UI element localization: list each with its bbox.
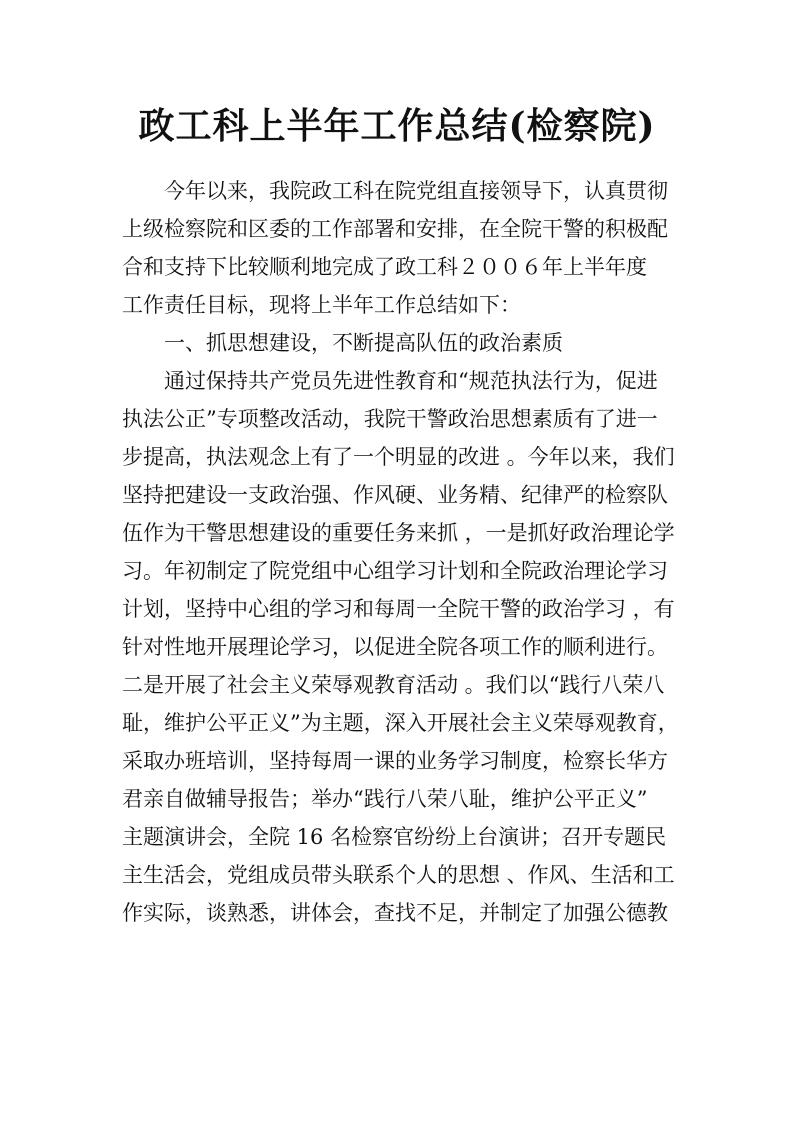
- paragraph-line: 执法公正”专项整改活动，我院干警政治思想素质有了进一: [122, 407, 658, 431]
- document-title: 政工科上半年工作总结(检察院): [138, 105, 656, 147]
- paragraph-line: 伍作为干警思想建设的重要任务来抓 ，一是抓好政治理论学: [122, 521, 675, 545]
- paragraph-line: 习。年初制定了院党组中心组学习计划和全院政治理论学习: [122, 559, 668, 583]
- paragraph-line: 今年以来，我院政工科在院党组直接领导下，认真贯彻: [164, 179, 668, 203]
- paragraph-line: 计划，坚持中心组的学习和每周一全院干警的政治学习 ，有: [122, 597, 675, 621]
- paragraph-line: 通过保持共产党员先进性教育和“规范执法行为，促进: [164, 369, 658, 393]
- paragraph-line: 坚持把建设一支政治强、作风硬、业务精、纪律严的检察队: [122, 483, 668, 507]
- paragraph-line: 主题演讲会，全院 16 名检察官纷纷上台演讲；召开专题民: [122, 825, 667, 849]
- paragraph-line: 作实际，谈熟悉，讲体会，查找不足，并制定了加强公德教: [122, 901, 668, 925]
- paragraph-line: 工作责任目标，现将上半年工作总结如下：: [122, 293, 521, 317]
- paragraph-line: 君亲自做辅导报告；举办“践行八荣八耻，维护公平正义”: [122, 787, 648, 811]
- paragraph-line: 合和支持下比较顺利地完成了政工科２００６年上半年度: [122, 255, 647, 279]
- paragraph-line: 主生活会，党组成员带头联系个人的思想 、作风、生活和工: [122, 863, 675, 887]
- section-heading: 一、抓思想建设，不断提高队伍的政治素质: [164, 331, 563, 355]
- paragraph-line: 耻，维护公平正义”为主题，深入开展社会主义荣辱观教育，: [122, 711, 679, 735]
- paragraph-line: 针对性地开展理论学习，以促进全院各项工作的顺利进行。: [122, 635, 668, 659]
- paragraph-line: 步提高，执法观念上有了一个明显的改进 。今年以来，我们: [122, 445, 675, 469]
- paragraph-line: 上级检察院和区委的工作部署和安排，在全院干警的积极配: [122, 217, 668, 241]
- paragraph-line: 二是开展了社会主义荣辱观教育活动 。我们以“践行八荣八: [122, 673, 665, 697]
- paragraph-line: 采取办班培训，坚持每周一课的业务学习制度，检察长华方: [122, 749, 668, 773]
- document-body: [122, 172, 682, 932]
